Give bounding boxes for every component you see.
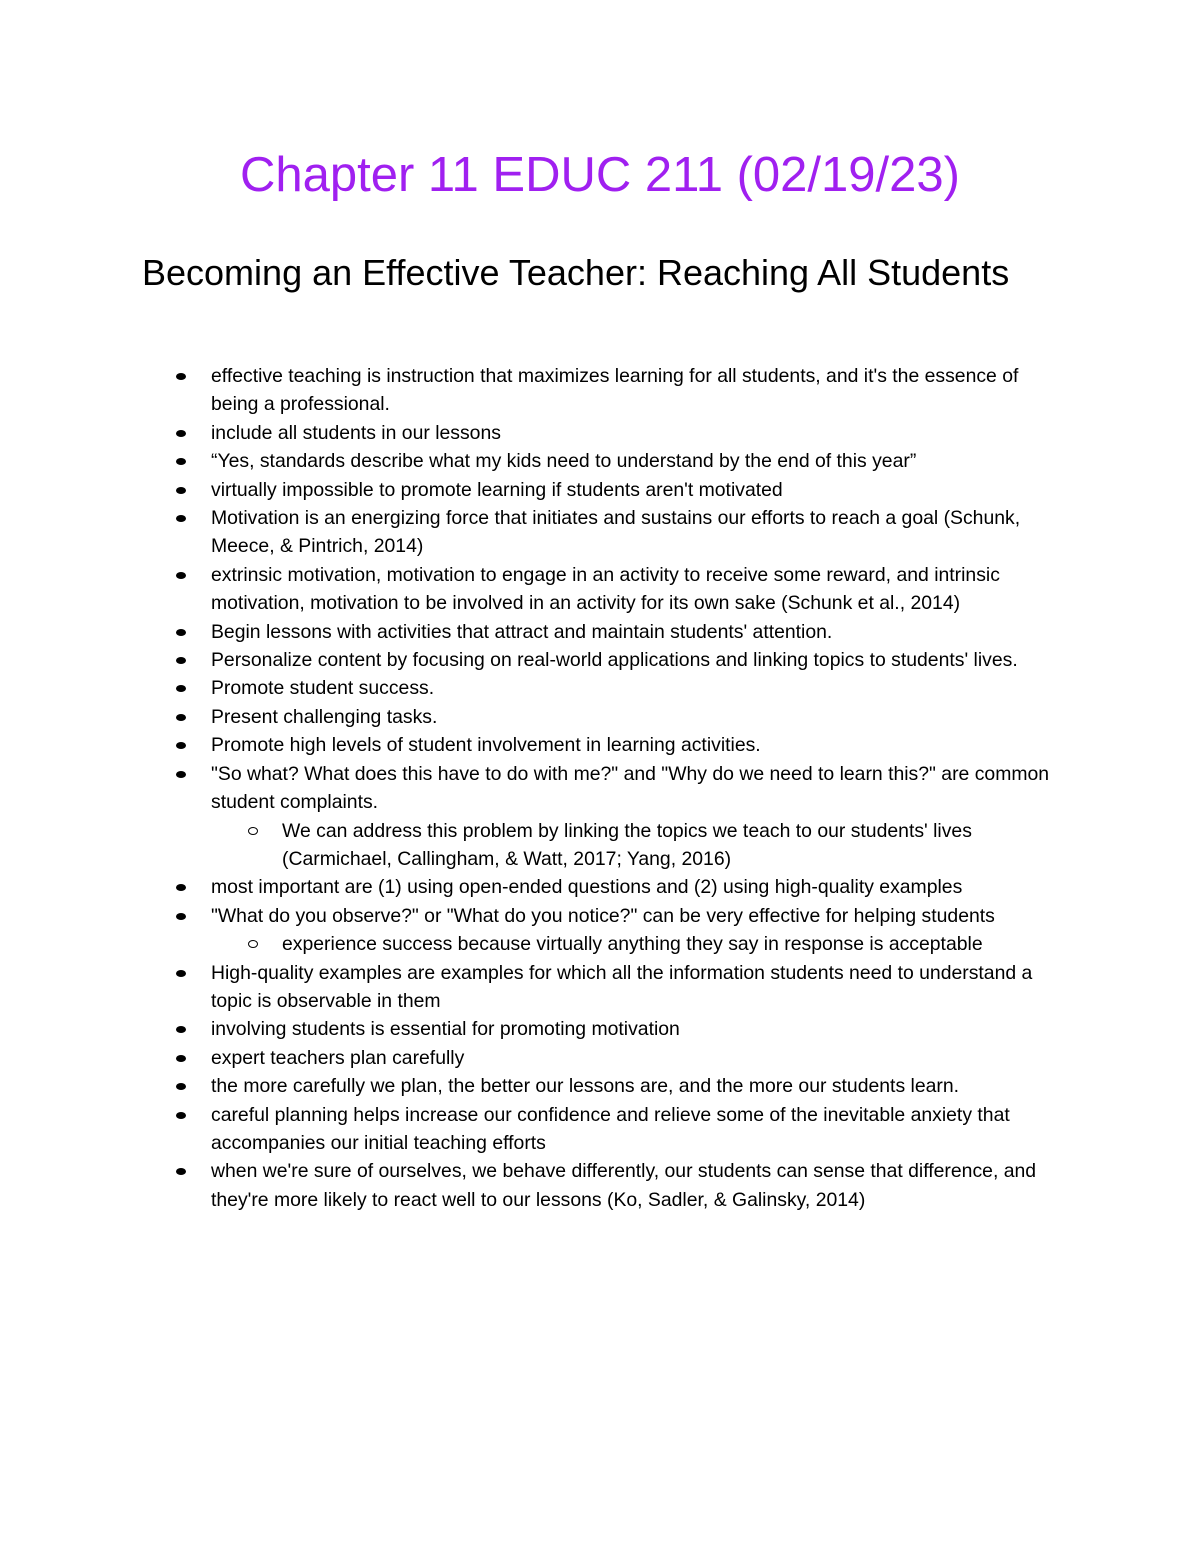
list-item (0, 902, 1063, 930)
hollow-bullet-icon (248, 827, 258, 835)
list-item (0, 959, 1063, 1016)
list-item (0, 447, 1063, 475)
list-item-text: experience success because virtually anything they say in response is acceptable (282, 933, 983, 956)
list-item (0, 618, 1063, 646)
bullet-icon (176, 487, 186, 494)
list-item (0, 1015, 1063, 1043)
page-title: Chapter 11 EDUC 211 (02/19/23) (240, 148, 960, 202)
list-item (0, 1157, 1063, 1214)
list-item (0, 419, 1063, 447)
list-item (0, 1101, 1063, 1158)
bullet-icon (176, 629, 186, 636)
bullet-icon (176, 430, 186, 437)
bullet-icon (176, 572, 186, 579)
list-item-text: "What do you observe?" or "What do you notice?" can be very effective for helping students (211, 904, 995, 927)
sub-list-item (0, 930, 1072, 958)
list-item-text: virtually impossible to promote learning if students aren't motivated (211, 478, 783, 501)
notes-list (0, 362, 1200, 1214)
list-item-text: most important are (1) using open-ended questions and (2) using high-quality examples (211, 876, 963, 899)
bullet-icon (176, 771, 186, 778)
list-item-text: Personalize content by focusing on real-world applications and linking topics to students' lives. (211, 649, 1018, 672)
bullet-icon (176, 1055, 186, 1062)
bullet-icon (176, 742, 186, 749)
bullet-icon (176, 515, 186, 522)
bullet-icon (176, 1083, 186, 1090)
list-item-text: when we're sure of ourselves, we behave differently, our students can sense that difference, and they're more likely to react well to our lessons (Ko, Sadler, & Galinsky, 2014) (211, 1160, 1037, 1211)
sub-list-item (0, 817, 1072, 874)
list-item (0, 873, 1063, 901)
list-item-text: "So what? What does this have to do with me?" and "Why do we need to learn this?" are common student complaints. (211, 762, 1050, 814)
list-item (0, 1044, 1063, 1072)
list-item-text: extrinsic motivation, motivation to engage in an activity to receive some reward, and intrinsic motivation, motivation to be involved in an activity for its own sake (Schunk et al., 2014) (211, 563, 1000, 615)
list-item (0, 674, 1063, 702)
bullet-icon (176, 458, 186, 465)
list-item-text: Motivation is an energizing force that initiates and sustains our efforts to reach a goal (Schunk, Meece, & Pintrich, 2014) (211, 507, 1021, 558)
list-item-text: Begin lessons with activities that attract and maintain students' attention. (211, 620, 833, 643)
bullet-icon (176, 884, 186, 891)
bullet-icon (176, 970, 186, 977)
list-item (0, 504, 1063, 561)
list-item-text: Promote high levels of student involvement in learning activities. (211, 734, 761, 757)
list-item (0, 703, 1063, 731)
list-item-text: Promote student success. (211, 677, 435, 700)
bullet-icon (176, 657, 186, 664)
section-heading: Becoming an Effective Teacher: Reaching All Students (142, 252, 1010, 293)
bullet-icon (176, 1112, 186, 1119)
list-item-text: include all students in our lessons (211, 421, 501, 444)
bullet-icon (176, 373, 186, 380)
list-item-text: the more carefully we plan, the better our lessons are, and the more our students learn. (211, 1075, 960, 1098)
list-item-text: expert teachers plan carefully (211, 1046, 465, 1069)
list-item (0, 760, 1063, 817)
bullet-icon (176, 913, 186, 920)
list-item (0, 646, 1063, 674)
list-item-text: Present challenging tasks. (211, 705, 438, 728)
list-item (0, 476, 1063, 504)
list-item (0, 362, 1063, 419)
hollow-bullet-icon (248, 940, 258, 948)
list-item (0, 731, 1063, 759)
bullet-icon (176, 714, 186, 721)
list-item-text: involving students is essential for promoting motivation (211, 1018, 680, 1041)
bullet-icon (176, 685, 186, 692)
list-item-text: effective teaching is instruction that maximizes learning for all students, and it's the essence of being a professional. (211, 365, 1019, 416)
list-item (0, 1072, 1063, 1100)
list-item (0, 561, 1063, 618)
list-item-text: “Yes, standards describe what my kids need to understand by the end of this year” (211, 450, 917, 473)
list-item-text: High-quality examples are examples for which all the information students need to understand a topic is observable in them (211, 961, 1033, 1012)
list-item-text: careful planning helps increase our confidence and relieve some of the inevitable anxiety that accompanies our initial teaching efforts (211, 1103, 1010, 1154)
bullet-icon (176, 1026, 186, 1033)
bullet-icon (176, 1168, 186, 1175)
list-item-text: We can address this problem by linking the topics we teach to our students' lives (Carmichael, Callingham, & Watt, 2017; Yang, 2016) (282, 819, 972, 870)
